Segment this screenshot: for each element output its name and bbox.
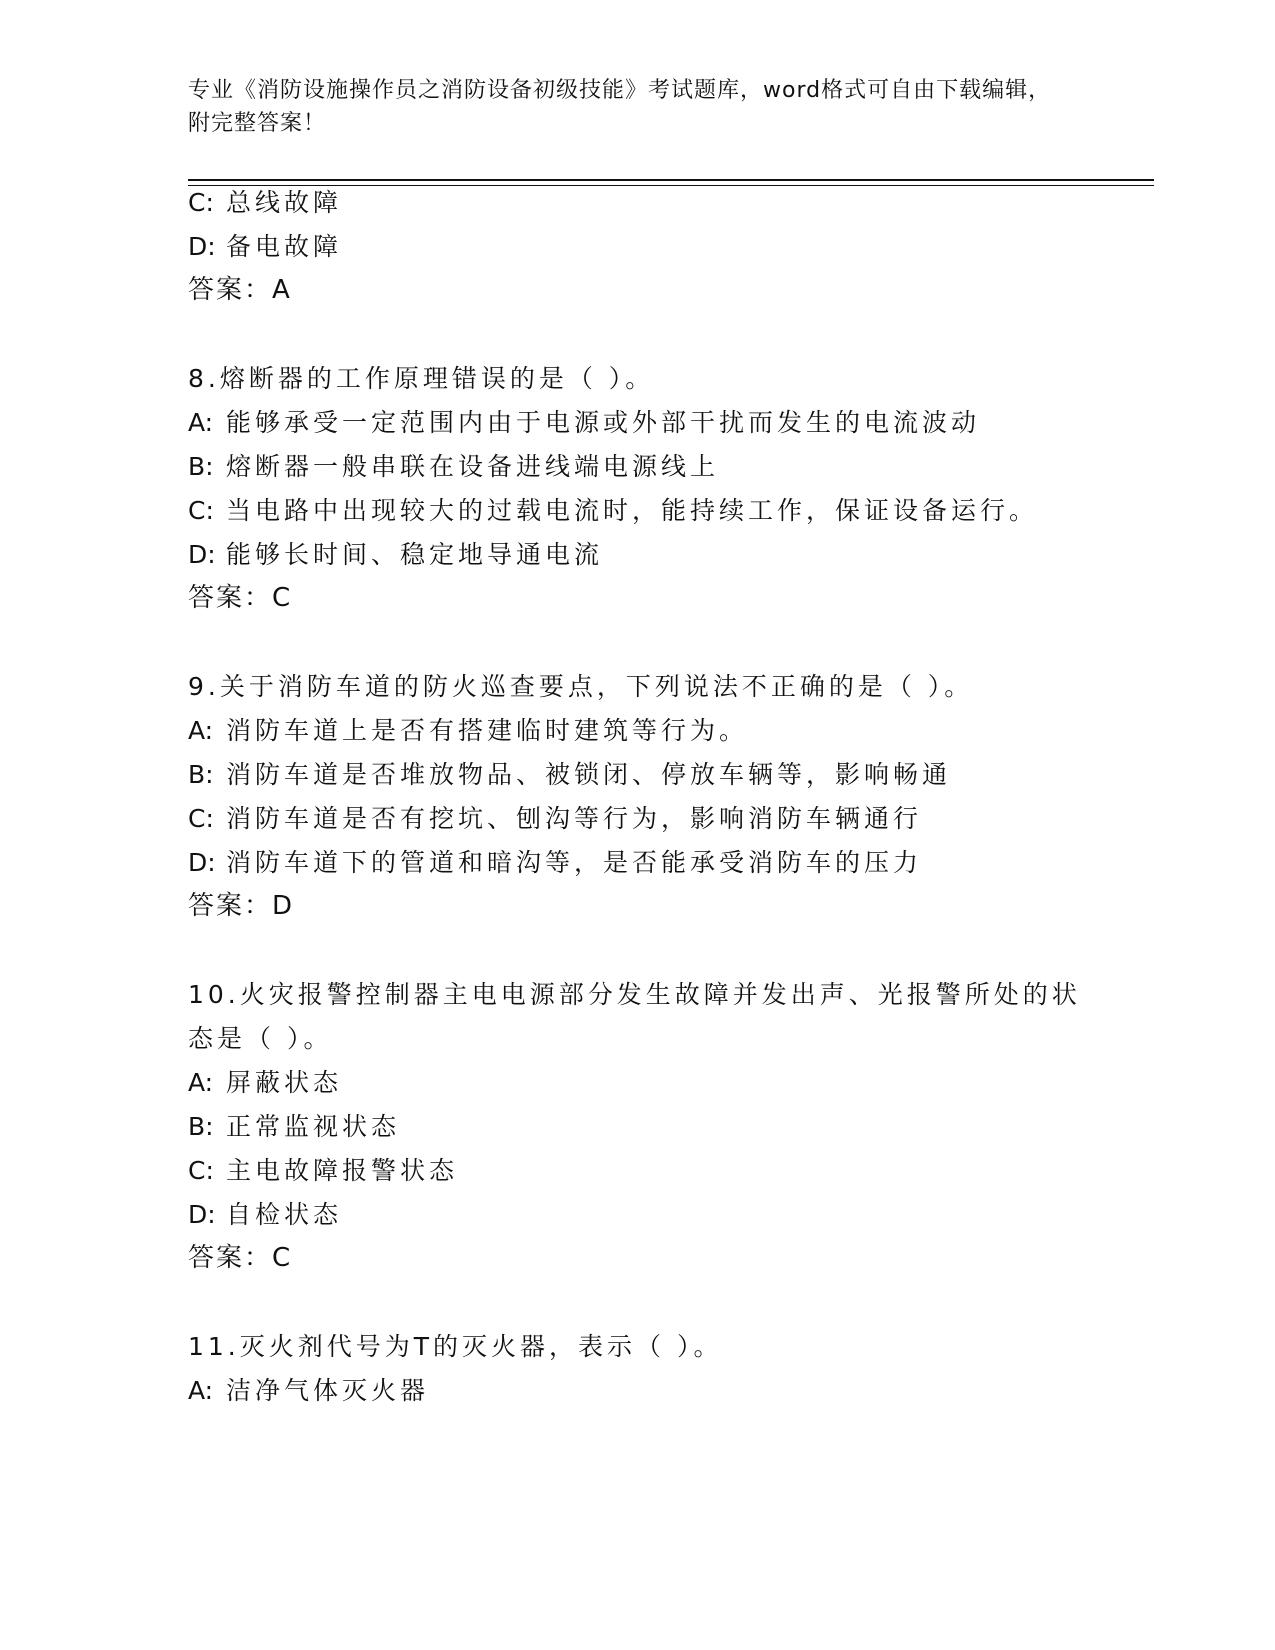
q9-option-d [188,846,922,879]
q8-answer: 答案：C [188,583,293,613]
option-text: 消防车道是否堆放物品、被锁闭、停放车辆等，影响畅通 [226,760,952,789]
q9-option-b [188,758,951,791]
q9-answer: 答案：D [188,891,295,921]
q10-title-line-2: 态是（ ）。 [188,1024,333,1053]
option-letter: A: [188,408,214,437]
q10-option-c [188,1154,458,1187]
q10-answer: 答案：C [188,1243,293,1273]
q11-title: 11.灭火剂代号为T的灭火器，表示（ ）。 [188,1332,723,1361]
q9-option-a [188,714,748,747]
option-text: 总线故障 [226,188,343,217]
option-letter: D: [188,848,216,877]
option-text: 消防车道下的管道和暗沟等，是否能承受消防车的压力 [226,848,923,877]
option-letter: C: [188,188,214,217]
option-letter: A: [188,1068,214,1097]
q9-title: 9.关于消防车道的防火巡查要点，下列说法不正确的是（ ）。 [188,672,974,701]
option-text: 备电故障 [226,232,343,261]
option-letter: C: [188,804,214,833]
q8-option-b [188,450,719,483]
q11-option-a [188,1374,429,1407]
option-text: 当电路中出现较大的过载电流时，能持续工作，保证设备运行。 [226,496,1039,525]
option-text: 自检状态 [226,1200,343,1229]
option-text: 主电故障报警状态 [226,1156,459,1185]
q10-title-line-1: 10.火灾报警控制器主电电源部分发生故障并发出声、光报警所处的状 [188,980,1081,1009]
option-text: 消防车道是否有挖坑、刨沟等行为，影响消防车辆通行 [226,804,923,833]
option-text: 熔断器一般串联在设备进线端电源线上 [226,452,720,481]
q8-option-a [188,406,980,439]
option-letter: D: [188,540,216,569]
q8-option-d [188,538,603,571]
q7-option-c [188,186,342,219]
q8-title: 8.熔断器的工作原理错误的是（ ）。 [188,364,655,393]
q9-option-c [188,802,922,835]
q10-option-d [188,1198,342,1231]
option-letter: B: [188,760,214,789]
q8-option-c [188,494,1038,527]
option-letter: A: [188,1376,214,1405]
option-text: 能够长时间、稳定地导通电流 [226,540,604,569]
option-text: 屏蔽状态 [226,1068,343,1097]
option-letter: D: [188,232,216,261]
option-text: 洁净气体灭火器 [226,1376,430,1405]
option-letter: A: [188,716,214,745]
option-text: 消防车道上是否有搭建临时建筑等行为。 [226,716,749,745]
q10-option-a [188,1066,342,1099]
option-letter: C: [188,496,214,525]
option-letter: B: [188,1112,214,1141]
q10-option-b [188,1110,400,1143]
option-letter: C: [188,1156,214,1185]
option-text: 正常监视状态 [226,1112,401,1141]
q7-answer: 答案：A [188,275,292,305]
header-rule-thick [188,179,1154,181]
option-letter: D: [188,1200,216,1229]
option-letter: B: [188,452,214,481]
option-text: 能够承受一定范围内由于电源或外部干扰而发生的电流波动 [226,408,981,437]
q7-option-d [188,230,342,263]
document-header: 专业《消防设施操作员之消防设备初级技能》考试题库，word格式可自由下载编辑，附完整答案！ [188,78,1052,136]
